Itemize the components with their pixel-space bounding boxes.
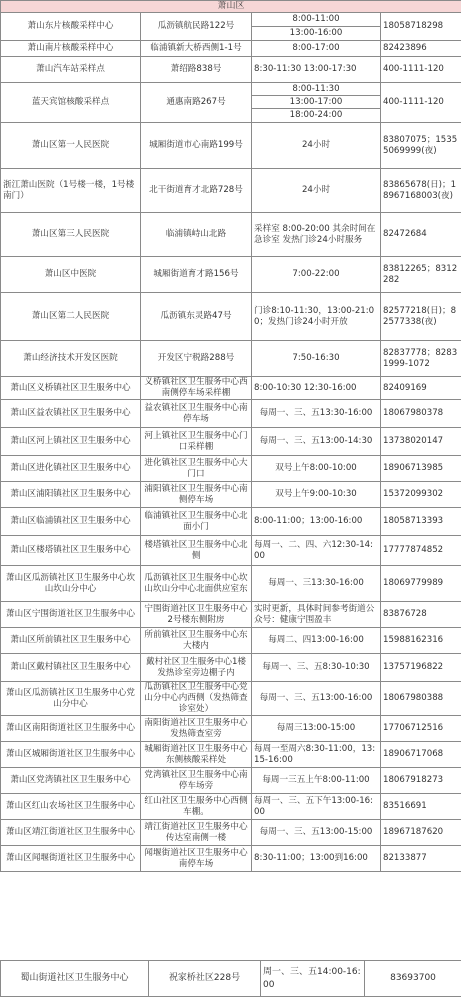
site-address: 进化镇社区卫生服务中心大门口 [141, 456, 252, 482]
table-row [1, 682, 461, 716]
site-hours: 7:00-22:00 [252, 257, 381, 293]
site-phone: 18906713985 [381, 456, 461, 482]
site-hours: 每周一、三、五下午13:00-16:00 [252, 794, 381, 820]
site-name: 萧山区宁围街道社区卫生服务中心 [1, 602, 141, 628]
site-hours: 每周一三五上午8:00-11:00 [252, 768, 381, 794]
footer-row [1, 961, 461, 997]
site-address: 通惠南路267号 [141, 83, 252, 123]
site-name: 萧山东片核酸采样中心 [1, 13, 141, 41]
site-address: 闻堰街道社区卫生服务中心南停车场 [141, 846, 252, 872]
site-name: 蓝天宾馆核酸采样点 [1, 83, 141, 123]
site-name: 萧山区临浦镇社区卫生服务中心 [1, 508, 141, 536]
table-row [1, 508, 461, 536]
site-phone: 13738020147 [381, 428, 461, 456]
site-phone: 82409169 [381, 377, 461, 400]
site-hours: 8:00-11:30 [252, 83, 381, 96]
site-address: 所前镇社区卫生服务中心东大楼内 [141, 628, 252, 654]
site-name: 萧山区城厢街道社区卫生服务中心 [1, 742, 141, 768]
district-header: 萧山区 [1, 1, 461, 13]
site-address: 楼塔镇社区卫生服务中心北侧 [141, 536, 252, 566]
site-phone: 83812265；8312282 [381, 257, 461, 293]
table-row [1, 742, 461, 768]
site-hours: 周一、三、五14:00-16:00 [261, 961, 365, 997]
site-address: 临浦镇社区卫生服务中心北面小门 [141, 508, 252, 536]
site-address: 靖江街道社区卫生服务中心传达室南侧一楼 [141, 820, 252, 846]
site-address: 义桥镇社区卫生服务中心西南侧停车场采样棚 [141, 377, 252, 400]
site-address: 临浦镇新大桥西侧1-1号 [141, 41, 252, 57]
site-name: 浙江萧山医院（1号楼一楼，1号楼南门） [1, 169, 141, 213]
table-row [1, 820, 461, 846]
site-address: 瓜沥镇航民路122号 [141, 13, 252, 41]
site-phone: 82472684 [381, 213, 461, 257]
table-row [1, 566, 461, 602]
site-address: 党湾镇社区卫生服务中心南停车场旁 [141, 768, 252, 794]
site-phone: 18058713393 [381, 508, 461, 536]
site-address: 萧绍路838号 [141, 57, 252, 83]
site-hours: 8:00-11:00 [252, 13, 381, 27]
site-hours: 13:00-16:00 [252, 27, 381, 41]
site-hours: 8:00-11:00；13:00-16:00 [252, 508, 381, 536]
site-phone: 83516691 [381, 794, 461, 820]
table-row [1, 628, 461, 654]
table-row [1, 428, 461, 456]
site-name: 萧山区第三人民医院 [1, 213, 141, 257]
site-hours: 每周一、三、五13:30-16:00 [252, 400, 381, 428]
site-name: 萧山区所前镇社区卫生服务中心 [1, 628, 141, 654]
site-address: 南阳街道社区卫生服务中心发热筛查室旁 [141, 716, 252, 742]
table-row [1, 341, 461, 377]
site-address: 益农镇社区卫生服务中心南停车场 [141, 400, 252, 428]
site-hours: 门诊8:10-11:30，13:00-21:00；发热门诊24小时开放 [252, 293, 381, 341]
table-row [1, 213, 461, 257]
site-hours: 每周一、三、五8:30-10:30 [252, 654, 381, 682]
site-hours: 每周一、三13:30-16:00 [252, 566, 381, 602]
site-name: 萧山区红山农场社区卫生服务中心 [1, 794, 141, 820]
site-phone: 400-1111-120 [381, 83, 461, 123]
site-phone: 13757196822 [381, 654, 461, 682]
site-address: 瓜沥镇社区卫生服务中心坎山坎山分中心北面供应室东 [141, 566, 252, 602]
site-hours: 7:50-16:30 [252, 341, 381, 377]
site-address: 北干街道育才北路728号 [141, 169, 252, 213]
site-hours: 采样室 8:00-20:00 其余时间在急诊室 发热门诊24小时服务 [252, 213, 381, 257]
site-phone: 18067980388 [381, 682, 461, 716]
table-row [1, 846, 461, 872]
site-hours: 实时更新，具体时间参考街道公众号：健康宁围盈丰 [252, 602, 381, 628]
site-address: 宁围街道社区卫生服务中心2号楼东侧附房 [141, 602, 252, 628]
site-hours: 每周一至周六8:30-11:00，13:15-16:00 [252, 742, 381, 768]
site-hours: 每周一、三、五13:00-14:30 [252, 428, 381, 456]
site-name: 萧山区第一人民医院 [1, 123, 141, 169]
site-phone: 17777874852 [381, 536, 461, 566]
site-phone: 18967187620 [381, 820, 461, 846]
site-address: 城厢街道育才路156号 [141, 257, 252, 293]
site-address: 祝家桥社区228号 [149, 961, 261, 997]
site-phone: 18069779989 [381, 566, 461, 602]
site-address: 临浦镇峙山北路 [141, 213, 252, 257]
site-phone: 82837778；82831999-1072 [381, 341, 461, 377]
table-row [1, 41, 461, 57]
site-name: 萧山区进化镇社区卫生服务中心 [1, 456, 141, 482]
site-hours: 每周三13:00-15:00 [252, 716, 381, 742]
site-phone: 18906717068 [381, 742, 461, 768]
site-hours: 8:00-10:30 12:30-16:00 [252, 377, 381, 400]
site-phone: 82133877 [381, 846, 461, 872]
site-name: 萧山区益农镇社区卫生服务中心 [1, 400, 141, 428]
site-name: 萧山经济技术开发区医院 [1, 341, 141, 377]
table-body [1, 1, 461, 872]
site-phone: 15372099302 [381, 482, 461, 508]
site-phone: 83807075；15355069999(夜) [381, 123, 461, 169]
table-row [1, 123, 461, 169]
footer-table [0, 960, 461, 997]
site-phone: 83876728 [381, 602, 461, 628]
table-header-row [1, 1, 461, 13]
site-phone: 83693700 [365, 961, 461, 997]
site-hours: 24小时 [252, 169, 381, 213]
table-row [1, 13, 461, 27]
site-address: 河上镇社区卫生服务中心门口采样棚 [141, 428, 252, 456]
site-name: 萧山区南阳街道社区卫生服务中心 [1, 716, 141, 742]
site-name: 萧山区闻堰街道社区卫生服务中心 [1, 846, 141, 872]
site-address: 红山社区卫生服务中心西侧车棚。 [141, 794, 252, 820]
site-address: 开发区宁税路288号 [141, 341, 252, 377]
site-phone: 82577218(日)；82577338(夜) [381, 293, 461, 341]
site-name: 萧山汽车站采样点 [1, 57, 141, 83]
site-phone: 18058718298 [381, 13, 461, 41]
site-address: 城厢街道社区卫生服务中心东侧核酸采样处 [141, 742, 252, 768]
table-row [1, 482, 461, 508]
site-name: 蜀山街道社区卫生服务中心 [1, 961, 149, 997]
site-name: 萧山区中医院 [1, 257, 141, 293]
table-row [1, 377, 461, 400]
table-row [1, 83, 461, 96]
site-name: 萧山区第二人民医院 [1, 293, 141, 341]
site-hours: 每周二、四13:00-16:00 [252, 628, 381, 654]
site-name: 萧山区靖江街道社区卫生服务中心 [1, 820, 141, 846]
site-hours: 双号上午8:00-10:00 [252, 456, 381, 482]
site-name: 萧山区楼塔镇社区卫生服务中心 [1, 536, 141, 566]
site-hours: 8:00-17:00 [252, 41, 381, 57]
table-row [1, 536, 461, 566]
site-hours: 24小时 [252, 123, 381, 169]
table-row [1, 654, 461, 682]
site-address: 瓜沥镇东灵路47号 [141, 293, 252, 341]
table-row [1, 293, 461, 341]
site-address: 戴村社区卫生服务中心1楼发热诊室旁边棚子内 [141, 654, 252, 682]
site-phone: 83865678(日)；18967168003(夜) [381, 169, 461, 213]
site-address: 瓜沥镇社区卫生服务中心党山分中心内西侧（发热筛查诊室处） [141, 682, 252, 716]
site-phone: 17706712516 [381, 716, 461, 742]
site-name: 萧山区瓜沥镇社区卫生服务中心党山分中心 [1, 682, 141, 716]
site-name: 萧山区戴村镇社区卫生服务中心 [1, 654, 141, 682]
site-name: 萧山区义桥镇社区卫生服务中心 [1, 377, 141, 400]
site-phone: 18067918273 [381, 768, 461, 794]
site-hours: 18:00-24:00 [252, 109, 381, 123]
table-row [1, 257, 461, 293]
site-hours: 双号上午9:00-10:30 [252, 482, 381, 508]
site-name: 萧山区党湾镇社区卫生服务中心 [1, 768, 141, 794]
site-address: 城厢街道市心南路199号 [141, 123, 252, 169]
site-phone: 15988162316 [381, 628, 461, 654]
site-name: 萧山区瓜沥镇社区卫生服务中心坎山坎山分中心 [1, 566, 141, 602]
table-row [1, 169, 461, 213]
site-phone: 400-1111-120 [381, 57, 461, 83]
site-phone: 82423896 [381, 41, 461, 57]
table-row [1, 794, 461, 820]
site-name: 萧山区河上镇社区卫生服务中心 [1, 428, 141, 456]
table-row [1, 768, 461, 794]
table-row [1, 57, 461, 83]
site-hours: 13:00-17:00 [252, 96, 381, 109]
site-hours: 每周一、三、五13:00-16:00 [252, 682, 381, 716]
site-name: 萧山区浦阳镇社区卫生服务中心 [1, 482, 141, 508]
site-hours: 8:30-11:30 13:00-17:30 [252, 57, 381, 83]
site-phone: 18067980378 [381, 400, 461, 428]
site-hours: 每周一、三、五13:00-15:00 [252, 820, 381, 846]
table-row [1, 400, 461, 428]
site-hours: 8:30-11:00；13:00到16:00 [252, 846, 381, 872]
table-row [1, 716, 461, 742]
table-row [1, 602, 461, 628]
table-row [1, 456, 461, 482]
site-hours: 每周一、二、四、六12:30-14:00 [252, 536, 381, 566]
site-name: 萧山南片核酸采样中心 [1, 41, 141, 57]
site-address: 浦阳镇社区卫生服务中心南侧停车场 [141, 482, 252, 508]
